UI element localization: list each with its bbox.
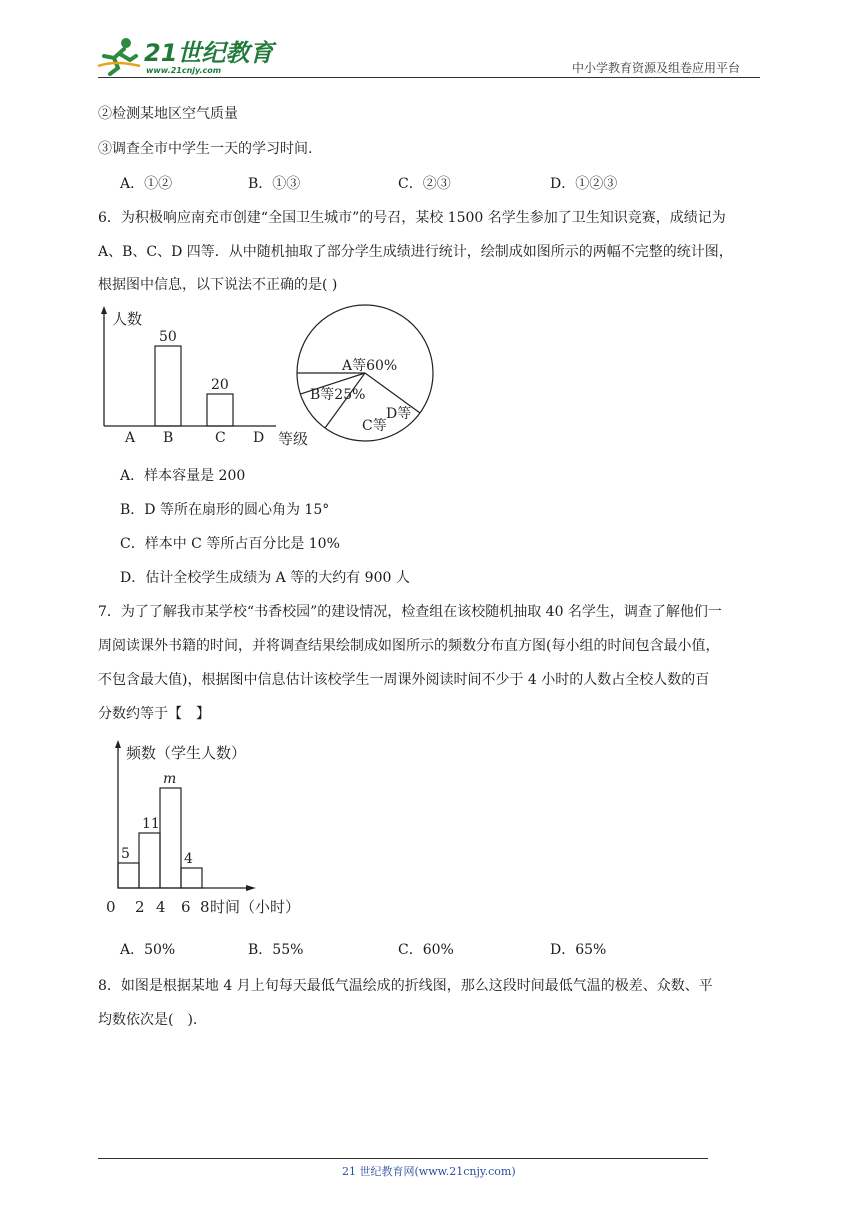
q6-option-c: C．样本中 C 等所占百分比是 10% xyxy=(120,536,340,552)
q7-option-a: A．50% xyxy=(120,942,176,958)
q6-pie-label-2: C等 xyxy=(362,418,387,434)
q6-stem-line-1: 6．为积极响应南充市创建“全国卫生城市”的号召，某校 1500 名学生参加了卫生知识竞赛，成绩记为 xyxy=(98,210,726,226)
q6-bar-xlabel: 等级 xyxy=(278,430,309,448)
q5-option-a: A．①② xyxy=(120,176,173,192)
q6-bar-tick-D: D xyxy=(253,430,265,446)
q6-bar-y-arrow xyxy=(101,306,107,314)
q7-bar-1 xyxy=(139,833,160,888)
q6-bar-label-C: 20 xyxy=(211,377,229,393)
logo-runner-icon xyxy=(96,36,142,76)
q7-histogram xyxy=(106,736,316,920)
q8-stem-line-2: 均数依次是( ). xyxy=(98,1012,198,1028)
q7-stem-line-2: 周阅读课外书籍的时间，并将调查结果绘制成如图所示的频数分布直方图(每小组的时间包含最小值， xyxy=(98,638,720,654)
q7-option-d: D．65% xyxy=(550,942,607,958)
q7-x-arrow xyxy=(246,885,256,891)
footer-rule xyxy=(98,1158,708,1159)
q8-stem-line-1: 8．如图是根据某地 4 月上旬每天最低气温绘成的折线图，那么这段时间最低气温的极差、众数、平 xyxy=(98,978,713,994)
q7-stem-line-4: 分数约等于【 】 xyxy=(98,706,210,722)
q7-ylabel: 频数（学生人数） xyxy=(126,744,247,762)
q6-bar-ylabel: 人数 xyxy=(112,310,143,328)
q6-stem-line-3: 根据图中信息，以下说法不正确的是( ) xyxy=(98,277,338,293)
q6-option-a: A．样本容量是 200 xyxy=(120,468,246,484)
q6-bar-tick-A: A xyxy=(125,430,136,446)
q7-bar-0 xyxy=(118,863,139,888)
q6-pie-label-3: D等 xyxy=(386,406,412,422)
platform-name: 中小学教育资源及组卷应用平台 xyxy=(572,61,741,75)
q6-bar-label-B: 50 xyxy=(159,329,177,345)
q7-option-b: B．55% xyxy=(248,942,304,958)
q6-bar-chart xyxy=(96,304,316,454)
q5-item-2: ②检测某地区空气质量 xyxy=(98,106,238,122)
footer-text: 21 世纪教育网(www.21cnjy.com) xyxy=(342,1165,516,1178)
q7-tick-6: 6 xyxy=(181,898,191,916)
logo-main: 21世纪教育 xyxy=(144,39,274,67)
q6-bar-tick-C: C xyxy=(215,430,226,446)
q7-y-arrow xyxy=(115,740,121,748)
q7-bar-label-1: 11 xyxy=(142,816,160,832)
q5-option-d: D．①②③ xyxy=(550,176,618,192)
q6-bar-C xyxy=(207,394,233,426)
q7-xlabel: 时间（小时） xyxy=(210,898,301,916)
q6-pie-label-0: A等60% xyxy=(342,358,398,374)
q7-bar-label-3: 4 xyxy=(184,851,193,867)
q7-tick-2: 2 xyxy=(135,898,145,916)
logo-url: www.21cnjy.com xyxy=(146,66,222,75)
q6-pie-chart xyxy=(294,302,436,444)
q7-bar-label-2: m xyxy=(163,771,177,787)
q6-bar-tick-B: B xyxy=(163,430,174,446)
q6-pie-label-1: B等25% xyxy=(310,387,366,403)
q6-option-d: D．估计全校学生成绩为 A 等的大约有 900 人 xyxy=(120,570,410,586)
q6-bar-B xyxy=(155,346,181,426)
q7-bar-label-0: 5 xyxy=(121,846,130,862)
q7-tick-8: 8 xyxy=(200,898,210,916)
q7-option-c: C．60% xyxy=(398,942,454,958)
q7-tick-0: 0 xyxy=(106,898,116,916)
q7-bar-2 xyxy=(160,788,181,888)
q7-tick-4: 4 xyxy=(156,898,166,916)
q5-option-b: B．①③ xyxy=(248,176,301,192)
q5-option-c: C．②③ xyxy=(398,176,451,192)
q6-stem-line-2: A、B、C、D 四等．从中随机抽取了部分学生成绩进行统计，绘制成如图所示的两幅不完整的统计图， xyxy=(98,244,733,260)
header-rule xyxy=(98,77,760,78)
q5-item-3: ③调查全市中学生一天的学习时间. xyxy=(98,141,313,157)
q7-bar-3 xyxy=(181,868,202,888)
q7-stem-line-3: 不包含最大值)，根据图中信息估计该校学生一周课外阅读时间不少于 4 小时的人数占全校人数的百 xyxy=(98,672,710,688)
q7-stem-line-1: 7．为了了解我市某学校“书香校园”的建设情况，检查组在该校随机抽取 40 名学生，调查了解他们一 xyxy=(98,604,722,620)
q6-option-b: B．D 等所在扇形的圆心角为 15° xyxy=(120,502,330,518)
